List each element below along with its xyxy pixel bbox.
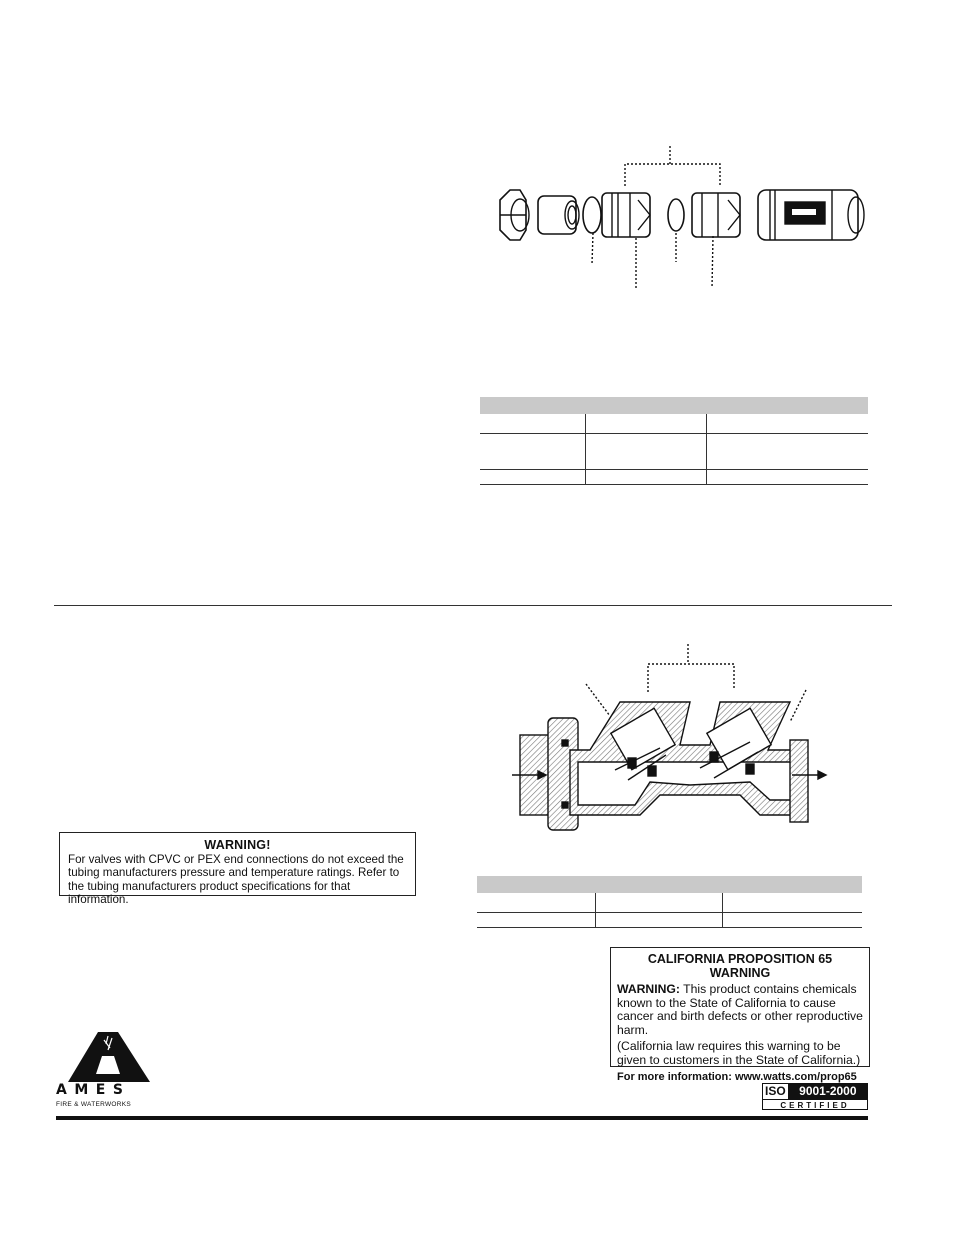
prop65-text: This product contains chemicals known to the State of California to cause cancer and birth defects or other reproductive harm.: [617, 982, 863, 1037]
prop65-lead: WARNING:: [617, 982, 680, 996]
valve-cutaway-diagram: [500, 640, 840, 840]
spec-table-top: [480, 397, 868, 485]
warning-box: [59, 832, 416, 907]
section-divider: [54, 605, 892, 606]
logo-wordmark: AMES: [56, 1082, 131, 1098]
warning-title: WARNING!: [204, 838, 271, 852]
footer-rule: [56, 1116, 868, 1120]
prop65-warning-box: [610, 947, 870, 1083]
prop65-title: CALIFORNIA PROPOSITION 65 WARNING: [647, 952, 833, 980]
logo-subtitle: FIRE & WATERWORKS: [56, 1101, 132, 1108]
iso-certified-badge: [762, 1083, 868, 1110]
warning-text: For valves with CPVC or PEX end connections do not exceed the tubing manufacturers pressure and temperature ratings. Refer to the tubing manufacturers product specifications for that information.: [68, 853, 404, 907]
iso-certified-text: CERTIFIED: [780, 1101, 850, 1110]
prop65-note: (California law requires this warning to be given to customers in the State of California.): [617, 1039, 861, 1067]
prop65-more-info: For more information: www.watts.com/prop65: [617, 1070, 857, 1083]
exploded-parts-diagram: [480, 138, 880, 298]
iso-label: ISO: [763, 1084, 789, 1099]
spec-table-bottom: [477, 876, 862, 928]
prop65-body: [617, 983, 863, 1037]
iso-number: 9001-2000: [789, 1084, 867, 1099]
